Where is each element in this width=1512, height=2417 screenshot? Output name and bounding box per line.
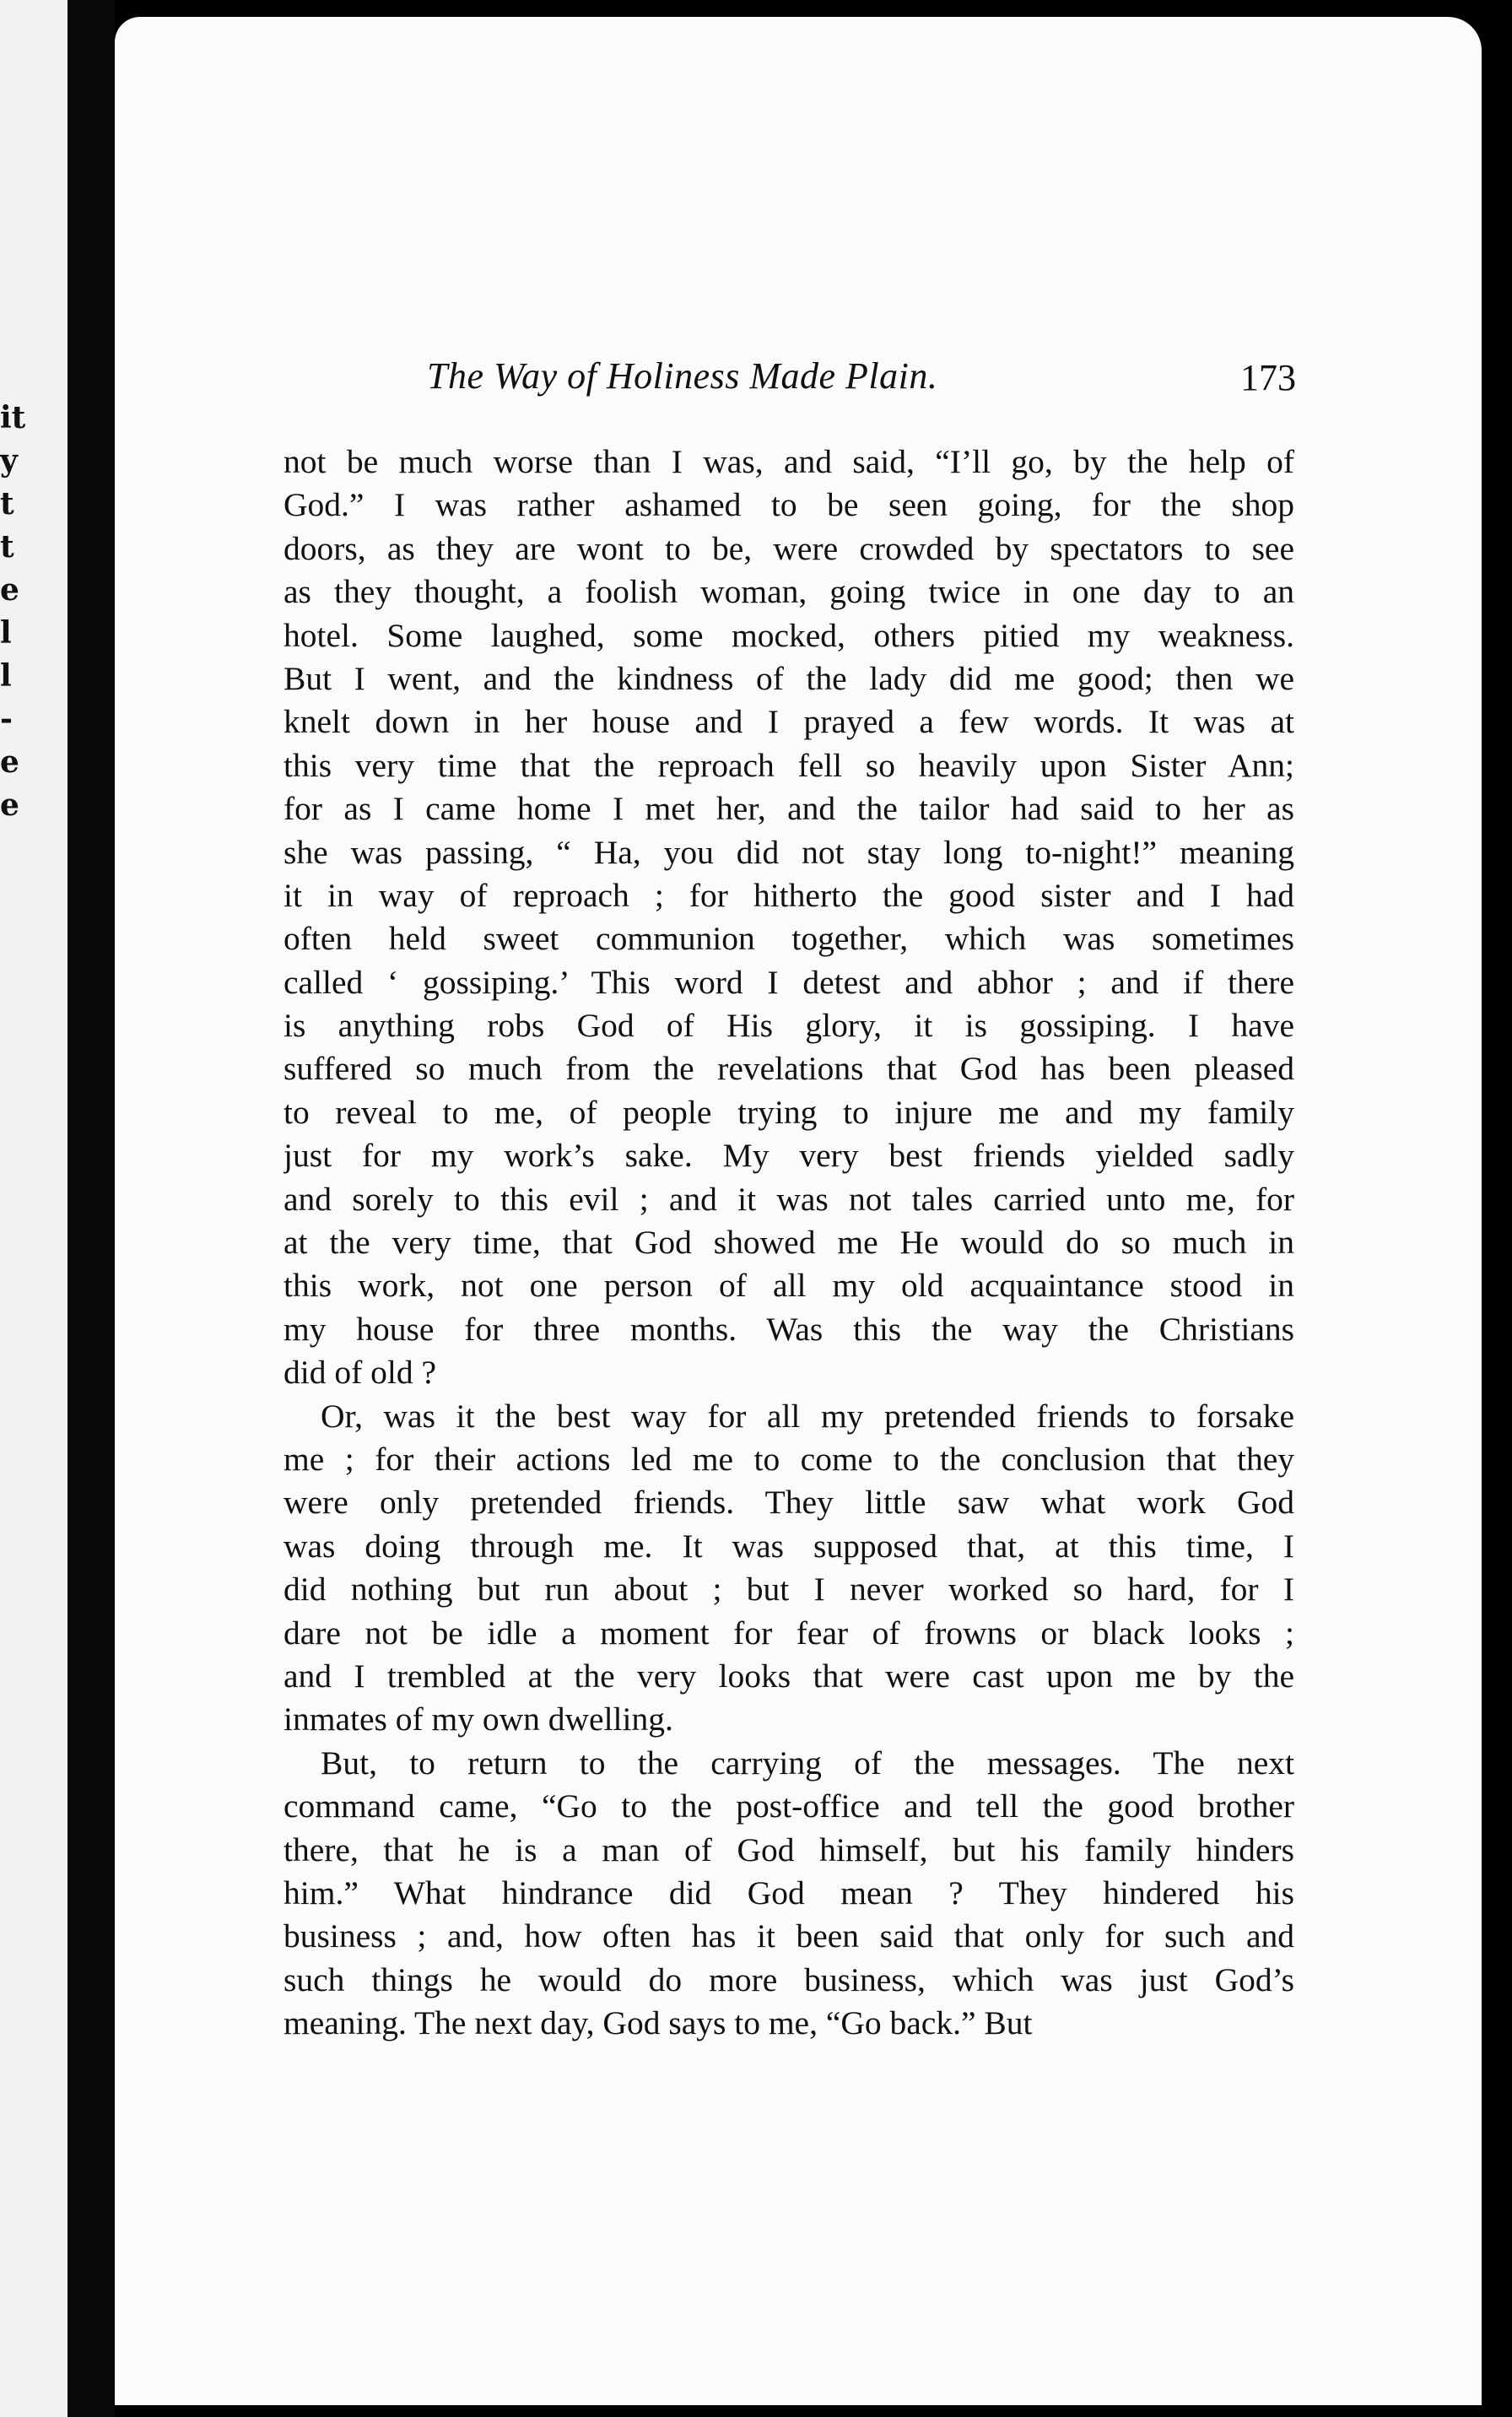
text-line: at the very time, that God showed me He would do so much in: [284, 1224, 1294, 1262]
text-line: him.” What hindrance did God mean ? They hindered his: [284, 1874, 1294, 1911]
text-line: this work, not one person of all my old acquaintance stood in: [284, 1267, 1294, 1305]
text-line: suffered so much from the revelations that God has been pleased: [284, 1050, 1294, 1088]
paragraph: [284, 1395, 1294, 1742]
facing-page-letter: y: [0, 443, 18, 479]
text-line: it in way of reproach ; for hitherto the good sister and I had: [284, 876, 1294, 914]
text-line: doors, as they are wont to be, were crowded by spectators to see: [284, 529, 1294, 567]
facing-page-letter: e: [0, 744, 19, 780]
text-line: not be much worse than I was, and said, “I’ll go, by the help of: [284, 443, 1294, 480]
facing-page-edge: [0, 0, 68, 2417]
text-line: for as I came home I met her, and the tailor had said to her as: [284, 790, 1294, 828]
facing-page-letter: t: [0, 486, 14, 522]
text-line: But, to return to the carrying of the messages. The next: [321, 1744, 1294, 1782]
text-line: But I went, and the kindness of the lady did me good; then we: [284, 659, 1294, 697]
text-line: dare not be idle a moment for fear of frowns or black looks ;: [284, 1614, 1294, 1652]
body-text: [284, 441, 1294, 2045]
running-title: The Way of Holiness Made Plain.: [427, 355, 938, 397]
text-line: God.” I was rather ashamed to be seen going, for the shop: [284, 486, 1294, 524]
facing-page-letter: e: [0, 572, 19, 608]
text-line: called ‘ gossiping.’ This word I detest and abhor ; and if there: [284, 963, 1294, 1001]
text-line: often held sweet communion together, which was sometimes: [284, 920, 1294, 958]
facing-page-letter: l: [0, 615, 12, 651]
text-line: as they thought, a foolish woman, going twice in one day to an: [284, 573, 1294, 611]
text-line: she was passing, “ Ha, you did not stay long to-night!” meaning: [284, 833, 1294, 871]
text-line: is anything robs God of His glory, it is gossiping. I have: [284, 1007, 1294, 1045]
text-line: knelt down in her house and I prayed a few words. It was at: [284, 703, 1294, 741]
book-page: [115, 17, 1482, 2405]
facing-page-letter: t: [0, 529, 14, 565]
text-line: there, that he is a man of God himself, but his family hinders: [284, 1830, 1294, 1868]
text-line: and I trembled at the very looks that were cast upon me by the: [284, 1657, 1294, 1695]
text-line: and sorely to this evil ; and it was not tales carried unto me, for: [284, 1180, 1294, 1218]
text-line: command came, “Go to the post-office and tell the good brother: [284, 1787, 1294, 1825]
facing-page-letter: it: [0, 400, 26, 435]
paragraph: [284, 1742, 1294, 2046]
facing-page-letter: -: [0, 701, 13, 737]
paragraph: [284, 441, 1294, 1395]
facing-page-letters: [0, 397, 34, 827]
text-line: business ; and, how often has it been said that only for such and: [284, 1917, 1294, 1955]
text-line: inmates of my own dwelling.: [284, 1701, 673, 1738]
text-line: did of old ?: [284, 1354, 437, 1392]
text-line: meaning. The next day, God says to me, “Go back.” But: [284, 2004, 1033, 2042]
text-line: did nothing but run about ; but I never worked so hard, for I: [284, 1571, 1294, 1609]
text-line: my house for three months. Was this the way the Christians: [284, 1310, 1294, 1348]
page-header: [427, 354, 1296, 414]
text-line: was doing through me. It was supposed that, at this time, I: [284, 1527, 1294, 1565]
text-line: me ; for their actions led me to come to the conclusion that they: [284, 1440, 1294, 1478]
text-line: were only pretended friends. They little saw what work God: [284, 1484, 1294, 1522]
text-line: Or, was it the best way for all my pretended friends to forsake: [321, 1397, 1294, 1435]
facing-page-letter: e: [0, 787, 19, 823]
text-line: hotel. Some laughed, some mocked, others pitied my weakness.: [284, 616, 1294, 654]
page-number: 173: [1240, 357, 1296, 398]
text-line: this very time that the reproach fell so heavily upon Sister Ann;: [284, 746, 1294, 784]
text-line: such things he would do more business, which was just God’s: [284, 1960, 1294, 1998]
facing-page-letter: l: [0, 658, 12, 694]
text-line: just for my work’s sake. My very best friends yielded sadly: [284, 1137, 1294, 1175]
text-line: to reveal to me, of people trying to injure me and my family: [284, 1093, 1294, 1131]
book-gutter: [68, 0, 115, 2417]
